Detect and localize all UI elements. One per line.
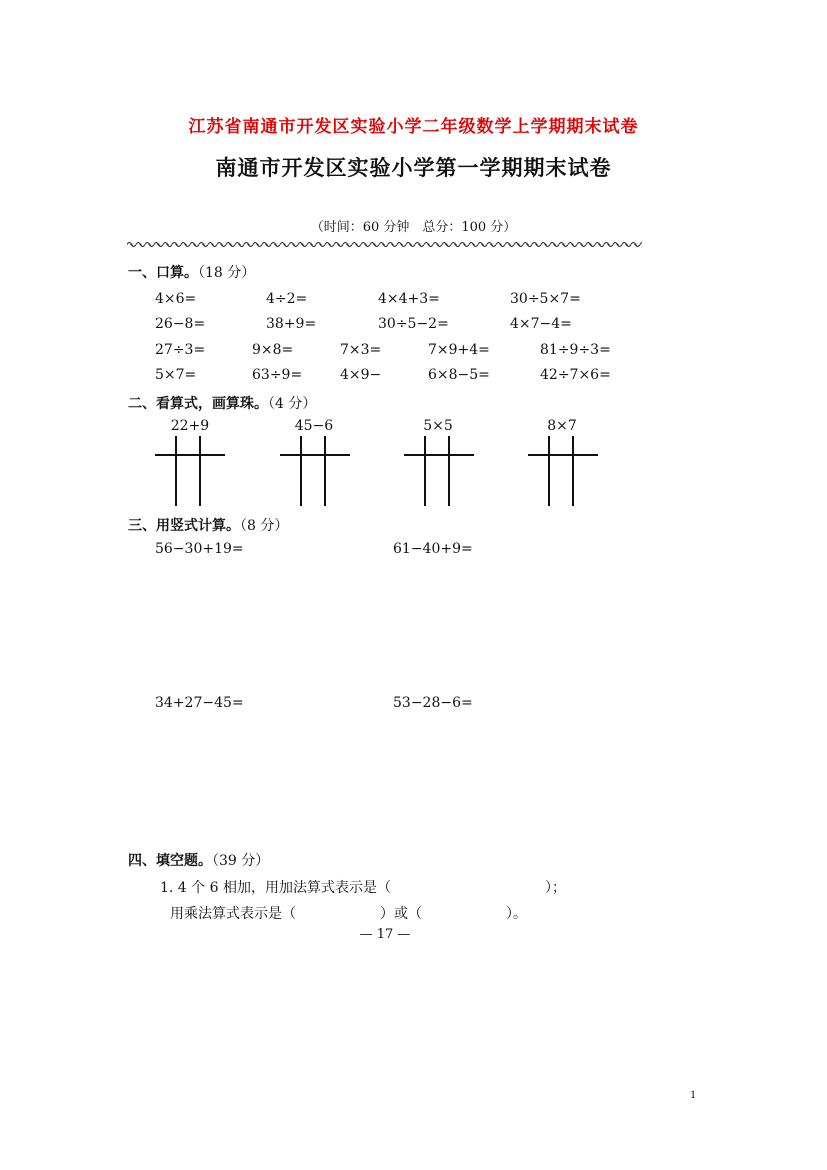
section-1-points: （18 分） [198, 265, 256, 281]
mental-math-item: 27÷3= [155, 342, 206, 358]
abacus-expression: 5×5 [423, 418, 453, 434]
abacus-rods[interactable] [155, 436, 225, 508]
mental-math-item: 30÷5−2= [378, 316, 449, 332]
mental-math-item: 5×7= [155, 367, 197, 383]
section-2-points: （4 分） [268, 396, 317, 412]
footer-page-number: 1 [690, 1087, 696, 1101]
section-4-title: 四、填空题。 [128, 853, 212, 869]
abacus-expression: 22+9 [170, 418, 210, 434]
document-heading: 江苏省南通市开发区实验小学二年级数学上学期期末试卷 [188, 117, 639, 137]
mental-math-item: 63÷9= [252, 367, 303, 383]
fill-blank-question-1-line-2: 用乘法算式表示是（ ）或（ ）。 [170, 906, 527, 922]
mental-math-item: 26−8= [155, 316, 206, 332]
abacus-rods[interactable] [528, 436, 598, 508]
section-1-title: 一、口算。 [128, 265, 198, 281]
mental-math-item: 9×8= [252, 342, 294, 358]
section-2-title: 二、看算式，画算珠。 [128, 396, 268, 412]
mental-math-item: 7×3= [340, 342, 382, 358]
section-3-points: （8 分） [240, 518, 289, 534]
vertical-calc-problem: 34+27−45= [155, 695, 244, 711]
mental-math-item: 4×9− [340, 367, 382, 383]
abacus-rods[interactable] [404, 436, 474, 508]
section-4-points: （39 分） [212, 853, 270, 869]
exam-info: （时间：60 分钟 总分：100 分） [310, 220, 517, 235]
mental-math-item: 30÷5×7= [510, 291, 581, 307]
section-2-heading [128, 393, 316, 413]
mental-math-item: 42÷7×6= [540, 367, 611, 383]
mental-math-item: 38+9= [266, 316, 317, 332]
fill-blank-question-1-line-1: 1. 4 个 6 相加，用加法算式表示是（ ）； [160, 880, 566, 896]
mental-math-item: 6×8−5= [428, 367, 490, 383]
abacus-rods[interactable] [280, 436, 350, 508]
mental-math-item: 81÷9÷3= [540, 342, 611, 358]
vertical-calc-problem: 53−28−6= [393, 695, 473, 711]
section-1-heading [128, 262, 255, 282]
section-3-title: 三、用竖式计算。 [128, 518, 240, 534]
vertical-calc-problem: 61−40+9= [393, 541, 473, 557]
mental-math-item: 4×6= [155, 291, 197, 307]
mental-math-item: 7×9+4= [428, 342, 490, 358]
section-4-heading [128, 850, 269, 870]
decorative-divider [127, 240, 642, 249]
abacus-expression: 45−6 [294, 418, 334, 434]
mental-math-item: 4×4+3= [378, 291, 440, 307]
mental-math-item: 4×7−4= [510, 316, 572, 332]
mental-math-item: 4÷2= [266, 291, 308, 307]
exam-title: 南通市开发区实验小学第一学期期末试卷 [215, 155, 612, 180]
vertical-calc-problem: 56−30+19= [155, 541, 244, 557]
page-number: — 17 — [359, 927, 411, 942]
abacus-expression: 8×7 [547, 418, 577, 434]
section-3-heading [128, 515, 288, 535]
